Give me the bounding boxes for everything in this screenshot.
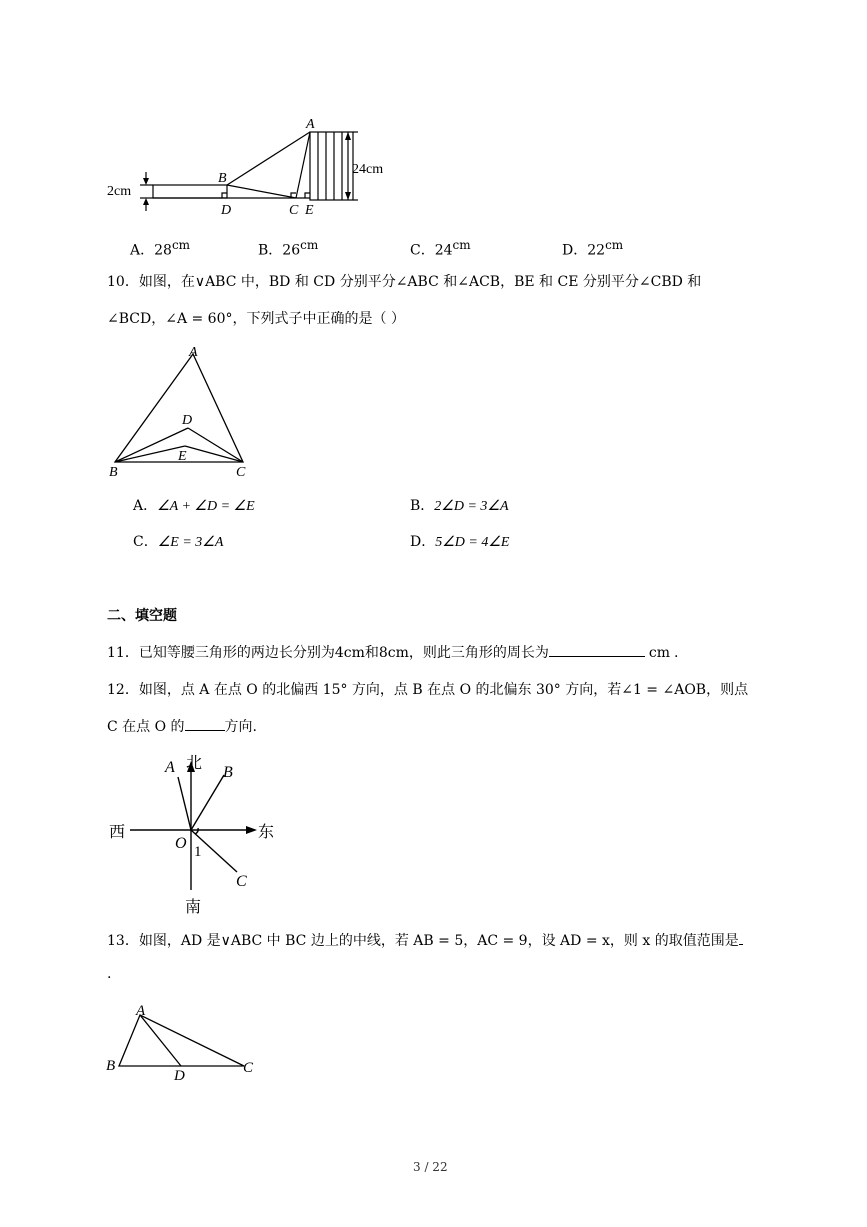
- figure-q12: [105, 750, 295, 920]
- q13-line1: 13．如图，AD 是∨ABC 中 BC 边上的中线，若 AB = 5，AC = 9，设 AD = x，则 x 的取值范围是: [107, 930, 743, 951]
- fig10-label-E: E: [178, 449, 187, 464]
- q13-answer-blank[interactable]: [739, 930, 743, 945]
- fig13-label-D: D: [174, 1068, 185, 1084]
- q9-option-b[interactable]: B．$26^{cm}$: [258, 238, 319, 259]
- q9-option-a[interactable]: A．$28^{cm}$: [130, 238, 191, 259]
- q10-line1: [107, 272, 701, 292]
- dim-left: 2cm: [107, 184, 132, 199]
- q11-number: 11．: [107, 645, 139, 661]
- q10-option-d[interactable]: D．5∠D = 4∠E: [410, 534, 510, 550]
- direction-south: 南: [185, 897, 202, 916]
- direction-west: 西: [109, 822, 126, 841]
- figure-q13: [102, 1000, 272, 1085]
- q9-option-d[interactable]: D．$22^{cm}$: [562, 238, 624, 259]
- fig10-label-D: D: [182, 413, 193, 428]
- fig10-label-A: A: [189, 345, 198, 360]
- q12-line1: 12．如图，点 A 在点 O 的北偏西 15° 方向，点 B 在点 O 的北偏东 30° 方向，若∠1 = ∠AOB，则点: [107, 682, 749, 698]
- q13-line2: .: [107, 966, 112, 982]
- dim-right: 24cm: [352, 162, 384, 177]
- q12-answer-blank[interactable]: [185, 716, 225, 731]
- q9-option-c[interactable]: C．$24^{cm}$: [410, 238, 471, 259]
- label-A: A: [306, 117, 315, 132]
- label-D: D: [221, 203, 232, 218]
- q11: 11．已知等腰三角形的两边长分别为4cm和8cm，则此三角形的周长为 cm .: [107, 642, 678, 663]
- q11-answer-blank[interactable]: [549, 642, 645, 657]
- section-title: 二、填空题: [107, 608, 177, 624]
- q13-number: 13．: [107, 933, 139, 949]
- fig13-label-C: C: [243, 1060, 254, 1076]
- figure-q10: [105, 340, 265, 480]
- q10-number: 10．: [107, 274, 139, 290]
- page-number: 3 / 22: [413, 1160, 448, 1174]
- q10-stem-1: 如图，在∨ABC 中，BD 和 CD 分别平分∠ABC 和∠ACB，BE 和 CE 分别平分∠CBD 和: [138, 274, 702, 290]
- figure-q9: [100, 110, 400, 225]
- q10-option-c[interactable]: C．∠E = 3∠A: [133, 534, 224, 550]
- fig12-label-O: O: [175, 835, 187, 852]
- fig12-label-B: B: [223, 764, 233, 781]
- direction-north: 北: [186, 753, 203, 772]
- fig12-label-1: 1: [194, 844, 202, 860]
- q10-option-b[interactable]: B．2∠D = 3∠A: [410, 498, 509, 514]
- q10-option-a[interactable]: A．∠A + ∠D = ∠E: [133, 498, 255, 514]
- fig13-label-A: A: [136, 1003, 146, 1019]
- fig13-label-B: B: [106, 1058, 116, 1074]
- fig10-label-C: C: [236, 465, 246, 480]
- fig12-label-A: A: [165, 759, 175, 776]
- q10-line2: ∠BCD，∠A = 60°，下列式子中正确的是（ ）: [107, 311, 405, 327]
- q12-line2: C 在点 O 的 方向.: [107, 716, 257, 737]
- direction-east: 东: [258, 822, 275, 841]
- label-E: E: [305, 203, 314, 218]
- label-B: B: [218, 171, 227, 186]
- q12-number: 12．: [107, 682, 139, 698]
- fig10-label-B: B: [109, 465, 118, 480]
- fig12-label-C: C: [236, 873, 247, 890]
- label-C: C: [289, 203, 299, 218]
